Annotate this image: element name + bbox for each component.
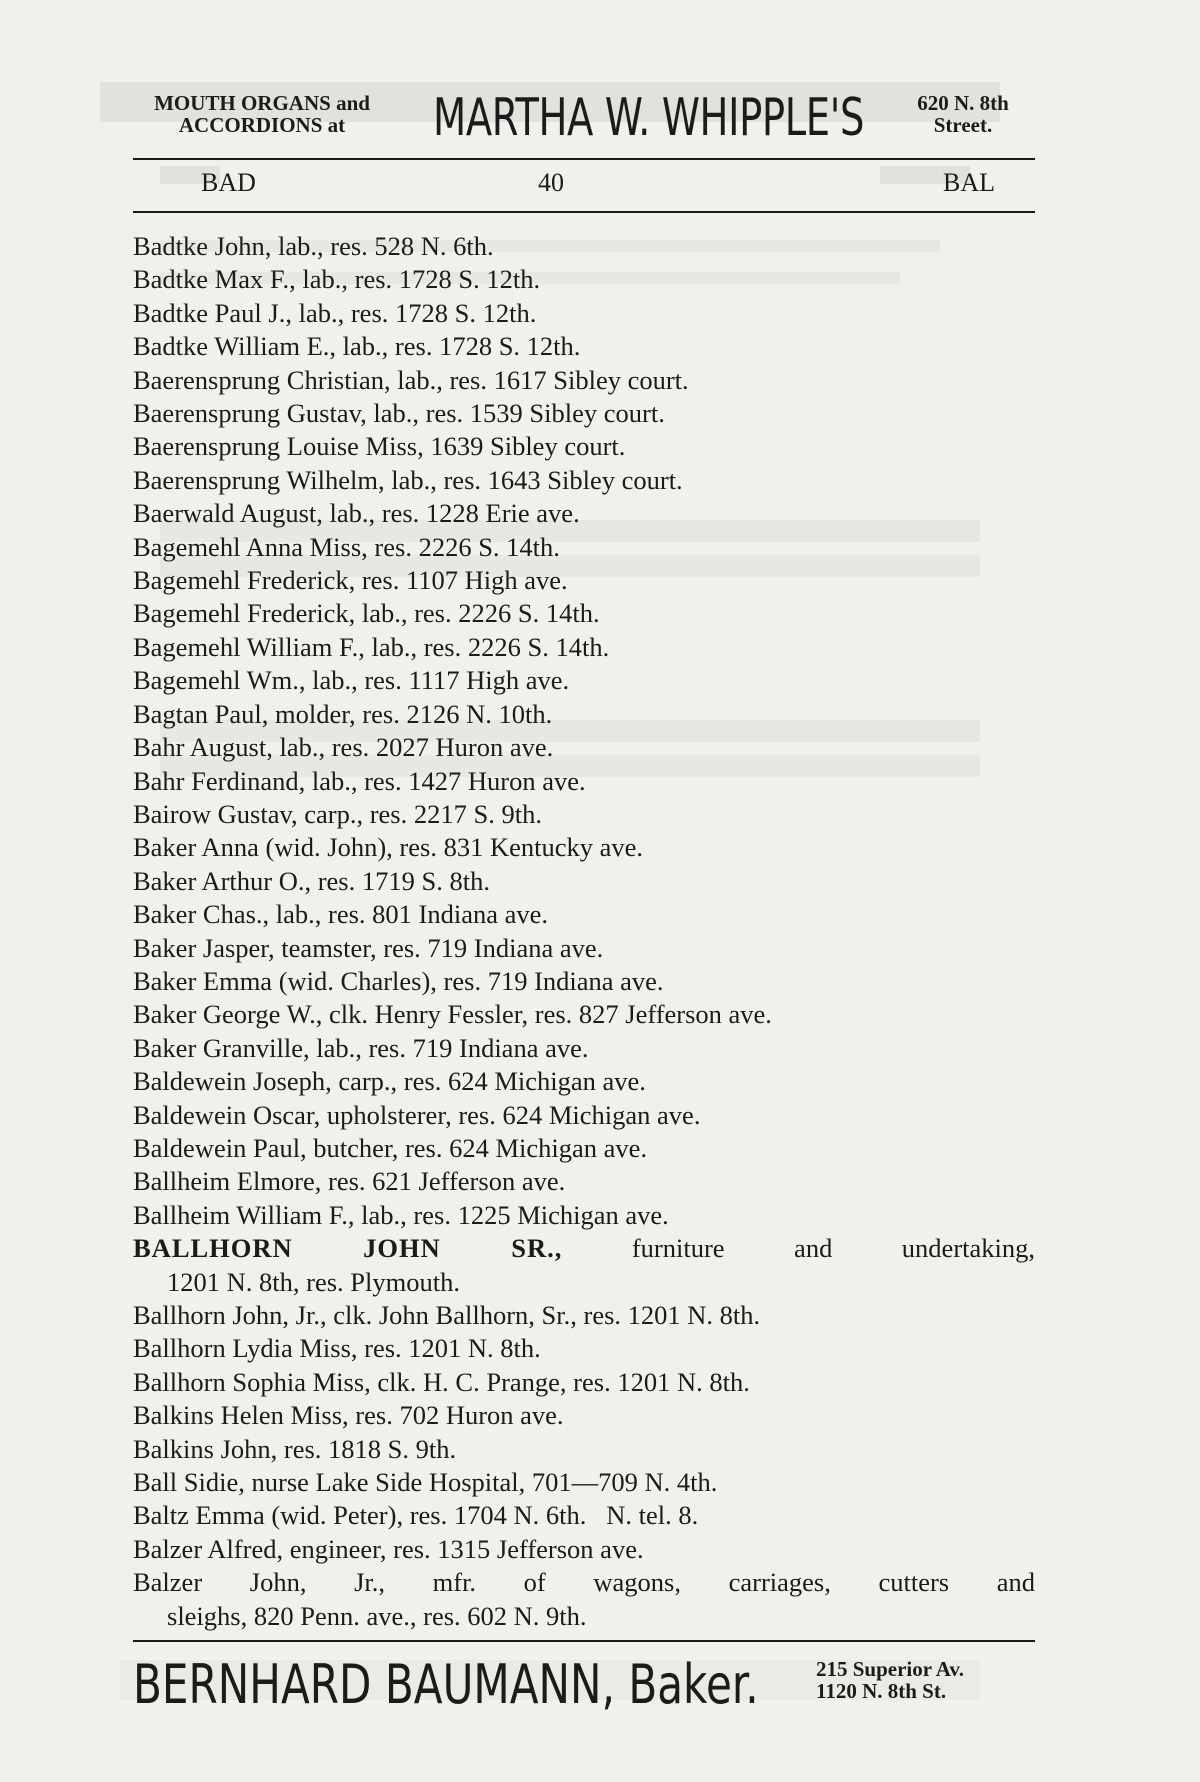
directory-entry: Badtke William E., lab., res. 1728 S. 12th. <box>133 331 581 362</box>
directory-entry: Baerensprung Louise Miss, 1639 Sibley court. <box>133 431 626 462</box>
directory-entry: Baker Anna (wid. John), res. 831 Kentucky ave. <box>133 832 643 863</box>
directory-entry: Ballhorn John, Jr., clk. John Ballhorn, Sr., res. 1201 N. 8th. <box>133 1300 761 1330</box>
directory-entry: Bagtan Paul, molder, res. 2126 N. 10th. <box>133 698 553 729</box>
directory-entry: Baldewein Oscar, upholsterer, res. 624 Michigan ave. <box>133 1099 701 1130</box>
directory-entry: Bahr Ferdinand, lab., res. 1427 Huron ave. <box>133 765 586 796</box>
bottom-ad-name: BERNHARD BAUMANN, Baker. <box>133 1653 759 1716</box>
directory-entry-balzer-john <box>133 1566 1035 1633</box>
directory-entry: Baker Arthur O., res. 1719 S. 8th. <box>133 865 490 896</box>
directory-entry: Baker Jasper, teamster, res. 719 Indiana ave. <box>133 932 604 963</box>
bottom-rule <box>133 1640 1035 1642</box>
directory-entry: Balkins Helen Miss, res. 702 Huron ave. <box>133 1400 564 1431</box>
directory-entry: Badtke John, lab., res. 528 N. 6th. <box>133 231 494 261</box>
top-rule <box>133 158 1035 160</box>
directory-entry: Badtke Paul J., lab., res. 1728 S. 12th. <box>133 297 537 328</box>
directory-entry: Badtke Max F., lab., res. 1728 S. 12th. <box>133 264 541 295</box>
directory-entry: Ball Sidie, nurse Lake Side Hospital, 701—709 N. 4th. <box>133 1467 718 1498</box>
directory-entry: Ballhorn Sophia Miss, clk. H. C. Prange, res. 1201 N. 8th. <box>133 1366 750 1397</box>
entry-continuation: sleighs, 820 Penn. ave., res. 602 N. 9th. <box>167 1600 587 1631</box>
top-advertisement <box>133 84 1033 152</box>
bottom-ad-address-line2: 1120 N. 8th St. <box>816 1679 947 1703</box>
running-head-right: BAL <box>943 168 995 197</box>
directory-entry: Bahr August, lab., res. 2027 Huron ave. <box>133 732 554 763</box>
directory-entry: Baerwald August, lab., res. 1228 Erie ave. <box>133 498 580 529</box>
top-ad-name: MARTHA W. WHIPPLE'S <box>433 88 865 148</box>
bottom-advertisement <box>133 1650 1033 1720</box>
directory-entry: Baerensprung Gustav, lab., res. 1539 Sibley court. <box>133 398 665 429</box>
directory-entry: Baker Chas., lab., res. 801 Indiana ave. <box>133 899 549 930</box>
directory-entry: Baltz Emma (wid. Peter), res. 1704 N. 6th. N. tel. 8. <box>133 1500 699 1531</box>
page-number: 40 <box>538 168 564 197</box>
directory-entry: Baerensprung Christian, lab., res. 1617 Sibley court. <box>133 364 689 395</box>
directory-entry: Baker George W., clk. Henry Fessler, res. 827 Jefferson ave. <box>133 999 772 1030</box>
entry-continuation: 1201 N. 8th, res. Plymouth. <box>167 1266 460 1297</box>
directory-entry: Balkins John, res. 1818 S. 9th. <box>133 1433 457 1464</box>
header-rule <box>133 211 1035 213</box>
top-ad-right-text <box>893 92 1033 136</box>
directory-entry: Baerensprung Wilhelm, lab., res. 1643 Sibley court. <box>133 464 683 495</box>
directory-entries <box>133 230 1035 1633</box>
directory-entry: Bagemehl Anna Miss, res. 2226 S. 14th. <box>133 531 560 562</box>
directory-entry: Bairow Gustav, carp., res. 2217 S. 9th. <box>133 798 542 829</box>
directory-entry: Ballheim William F., lab., res. 1225 Michigan ave. <box>133 1199 669 1230</box>
running-head-left: BAD <box>201 168 256 197</box>
top-ad-right-line2: Street. <box>933 113 993 137</box>
entry-business: furniture and undertaking, <box>562 1233 1035 1264</box>
directory-entry: Ballheim Elmore, res. 621 Jefferson ave. <box>133 1166 566 1197</box>
top-ad-left-line1: MOUTH ORGANS and <box>154 91 370 115</box>
directory-entry: Baldewein Paul, butcher, res. 624 Michigan ave. <box>133 1132 648 1163</box>
directory-entry: Bagemehl Frederick, lab., res. 2226 S. 14th. <box>133 598 600 629</box>
directory-entry: Bagemehl William F., lab., res. 2226 S. 14th. <box>133 631 610 662</box>
directory-entry: Baker Granville, lab., res. 719 Indiana ave. <box>133 1032 589 1063</box>
directory-entry-ballhorn-sr <box>133 1232 1035 1299</box>
directory-entry: Balzer Alfred, engineer, res. 1315 Jefferson ave. <box>133 1533 644 1564</box>
directory-entry: Baldewein Joseph, carp., res. 624 Michigan ave. <box>133 1066 646 1097</box>
entry-first-line: Balzer John, Jr., mfr. of wagons, carriages, cutters and <box>133 1567 1035 1598</box>
directory-entry: Bagemehl Wm., lab., res. 1117 High ave. <box>133 665 570 696</box>
top-ad-left-line2: ACCORDIONS at <box>178 113 346 137</box>
bottom-ad-address <box>816 1658 1036 1702</box>
bottom-ad-address-line1: 215 Superior Av. <box>816 1657 964 1681</box>
directory-entry: Baker Emma (wid. Charles), res. 719 Indiana ave. <box>133 965 664 996</box>
top-ad-right-line1: 620 N. 8th <box>917 91 1009 115</box>
entry-name-bold: BALLHORN JOHN SR., <box>133 1233 563 1264</box>
directory-entry: Bagemehl Frederick, res. 1107 High ave. <box>133 565 568 596</box>
top-ad-left-text <box>133 92 391 136</box>
directory-entry: Ballhorn Lydia Miss, res. 1201 N. 8th. <box>133 1333 541 1364</box>
running-head <box>133 168 1035 204</box>
